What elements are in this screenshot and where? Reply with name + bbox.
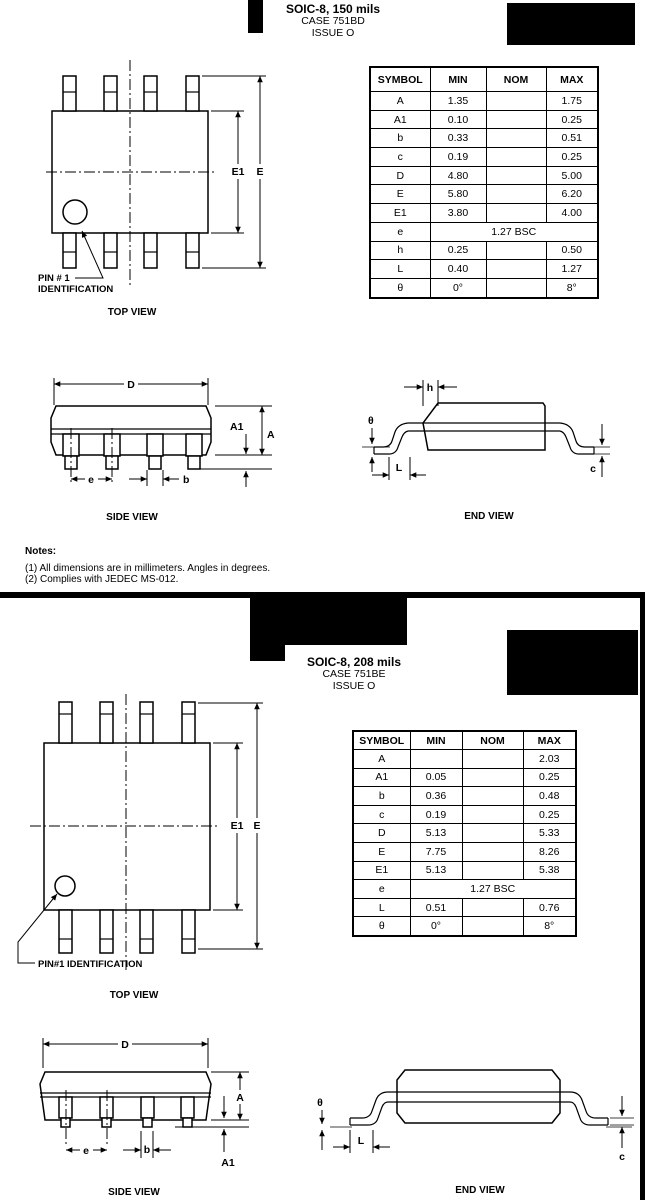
sec1-side-view bbox=[40, 378, 285, 526]
sec2-side-view bbox=[25, 1038, 260, 1198]
issue-number: ISSUE O bbox=[311, 26, 355, 39]
cell-max: 5.38 bbox=[523, 861, 576, 880]
cell-nom bbox=[486, 278, 546, 297]
cell-min: 0.36 bbox=[410, 787, 462, 806]
pin1-id-circle bbox=[55, 876, 75, 896]
table-row bbox=[370, 241, 598, 260]
redacted-box-top bbox=[250, 598, 407, 645]
dim-E1 bbox=[213, 743, 248, 910]
table-row bbox=[370, 166, 598, 185]
cell-symbol: h bbox=[370, 241, 430, 260]
cell-max: 8° bbox=[523, 917, 576, 936]
dim-c bbox=[610, 1096, 634, 1163]
cell-max: 4.00 bbox=[546, 204, 598, 223]
left-lead bbox=[330, 1092, 388, 1127]
cell-nom bbox=[462, 917, 523, 936]
pin bbox=[140, 702, 153, 743]
cell-min: 5.80 bbox=[430, 185, 486, 204]
cell-nom bbox=[486, 241, 546, 260]
cell-min: 0.19 bbox=[410, 805, 462, 824]
right-lead bbox=[570, 1092, 632, 1127]
table-row bbox=[353, 917, 576, 936]
dim-A-label: A bbox=[236, 1092, 244, 1104]
col-max: MAX bbox=[523, 731, 576, 750]
dim-D-label: D bbox=[127, 379, 135, 391]
cell-nom bbox=[462, 842, 523, 861]
cell-symbol: θ bbox=[370, 278, 430, 297]
dim-A bbox=[211, 1072, 249, 1120]
cell-nom bbox=[462, 805, 523, 824]
lead bbox=[141, 1097, 154, 1118]
bottom-pins bbox=[63, 233, 199, 268]
view-label-side: SIDE VIEW bbox=[106, 512, 158, 523]
col-symbol: SYMBOL bbox=[353, 731, 410, 750]
dim-D-label: D bbox=[121, 1039, 129, 1051]
sec1-top-view bbox=[30, 58, 270, 324]
dim-h bbox=[404, 380, 457, 406]
dim-L bbox=[372, 457, 426, 480]
view-label-end: END VIEW bbox=[455, 1185, 505, 1196]
dim-D bbox=[54, 378, 208, 405]
cell-span: 1.27 BSC bbox=[430, 222, 598, 241]
table-row bbox=[353, 787, 576, 806]
cell-max: 0.76 bbox=[523, 898, 576, 917]
cell-symbol: E bbox=[353, 842, 410, 861]
pin bbox=[63, 76, 76, 111]
sec2-title-block bbox=[254, 656, 454, 692]
sec1-dim-table bbox=[369, 66, 599, 299]
pin bbox=[186, 76, 199, 111]
package-title: SOIC-8, 208 mils bbox=[306, 655, 402, 669]
dim-E1-label: E1 bbox=[230, 820, 244, 832]
dim-theta bbox=[362, 415, 390, 472]
pin bbox=[144, 76, 157, 111]
cell-symbol: L bbox=[353, 898, 410, 917]
table-row bbox=[353, 880, 576, 899]
cell-nom bbox=[486, 204, 546, 223]
redacted-box-right2 bbox=[507, 630, 638, 695]
cell-max: 1.27 bbox=[546, 260, 598, 279]
cell-max: 8° bbox=[546, 278, 598, 297]
table-row bbox=[353, 898, 576, 917]
cell-min bbox=[410, 750, 462, 769]
lead bbox=[181, 1097, 194, 1118]
lead-foot bbox=[183, 1118, 192, 1127]
dim-L-label: L bbox=[357, 1135, 365, 1147]
top-pins bbox=[59, 702, 195, 743]
cell-symbol: θ bbox=[353, 917, 410, 936]
cell-nom bbox=[462, 824, 523, 843]
col-max: MAX bbox=[546, 67, 598, 92]
lead-foot bbox=[188, 456, 200, 469]
cell-nom bbox=[462, 861, 523, 880]
dim-c-label: c bbox=[590, 463, 596, 475]
table-row bbox=[370, 110, 598, 129]
cell-min: 0.25 bbox=[430, 241, 486, 260]
cell-min: 0° bbox=[410, 917, 462, 936]
pin1-label-line1: PIN # 1 bbox=[38, 273, 70, 284]
table-row bbox=[370, 185, 598, 204]
cell-nom bbox=[486, 110, 546, 129]
dim-b bbox=[123, 1131, 171, 1158]
table-row bbox=[353, 824, 576, 843]
table-row bbox=[370, 260, 598, 279]
cell-symbol: E1 bbox=[353, 861, 410, 880]
cell-symbol: b bbox=[370, 129, 430, 148]
pin1-label-line2: IDENTIFICATION bbox=[38, 284, 114, 295]
table-row bbox=[370, 204, 598, 223]
sec1-title-block bbox=[233, 3, 433, 39]
cell-symbol: b bbox=[353, 787, 410, 806]
table-row bbox=[353, 861, 576, 880]
package-body bbox=[397, 1070, 560, 1123]
dim-e bbox=[71, 472, 112, 486]
pin1-label: PIN#1 IDENTIFICATION bbox=[38, 959, 143, 970]
dim-D bbox=[43, 1038, 208, 1068]
cell-symbol: L bbox=[370, 260, 430, 279]
cell-symbol: e bbox=[370, 222, 430, 241]
dim-e bbox=[66, 1143, 107, 1157]
lead-foot bbox=[143, 1118, 152, 1127]
table-row bbox=[370, 129, 598, 148]
lead bbox=[186, 434, 202, 456]
cell-nom bbox=[486, 129, 546, 148]
col-nom: NOM bbox=[462, 731, 523, 750]
cell-max: 0.25 bbox=[546, 148, 598, 167]
notes-block bbox=[25, 546, 425, 586]
cell-max: 5.00 bbox=[546, 166, 598, 185]
pin bbox=[63, 233, 76, 268]
sec2-end-view bbox=[300, 1058, 645, 1200]
cell-min: 1.35 bbox=[430, 92, 486, 111]
lead bbox=[147, 434, 163, 456]
note-item: (2) Complies with JEDEC MS-012. bbox=[25, 574, 179, 585]
table-row bbox=[353, 842, 576, 861]
cell-nom bbox=[462, 750, 523, 769]
cell-max: 2.03 bbox=[523, 750, 576, 769]
pin bbox=[144, 233, 157, 268]
cell-max: 0.25 bbox=[546, 110, 598, 129]
right-lead bbox=[560, 423, 594, 454]
cell-min: 7.75 bbox=[410, 842, 462, 861]
dim-e-label: e bbox=[88, 474, 94, 486]
view-label-top: TOP VIEW bbox=[107, 307, 157, 318]
left-lead bbox=[374, 423, 408, 454]
dim-A-label: A bbox=[267, 429, 275, 441]
view-label-top: TOP VIEW bbox=[109, 990, 159, 1001]
cell-nom bbox=[486, 185, 546, 204]
cell-min: 0° bbox=[430, 278, 486, 297]
package-body bbox=[423, 403, 545, 450]
dim-E-label: E bbox=[253, 820, 261, 832]
pin bbox=[104, 233, 117, 268]
cell-nom bbox=[462, 768, 523, 787]
top-pins bbox=[63, 76, 199, 111]
cell-symbol: D bbox=[353, 824, 410, 843]
dim-L-label: L bbox=[395, 462, 403, 474]
cell-min: 0.19 bbox=[430, 148, 486, 167]
table-row bbox=[370, 148, 598, 167]
pin1-id-circle bbox=[63, 200, 87, 224]
cell-max: 8.26 bbox=[523, 842, 576, 861]
case-number: CASE 751BD bbox=[301, 15, 365, 27]
cell-max: 0.25 bbox=[523, 768, 576, 787]
table-row bbox=[370, 278, 598, 297]
cell-symbol: E bbox=[370, 185, 430, 204]
dim-h-label: h bbox=[426, 382, 434, 394]
pin1-leader-line bbox=[75, 231, 103, 278]
redacted-box-right bbox=[507, 3, 635, 45]
bottom-pins bbox=[59, 910, 195, 953]
cell-max: 0.50 bbox=[546, 241, 598, 260]
cell-min: 0.33 bbox=[430, 129, 486, 148]
cell-min: 4.80 bbox=[430, 166, 486, 185]
table-row bbox=[353, 750, 576, 769]
dim-c bbox=[586, 424, 610, 477]
sec2-top-view bbox=[10, 690, 280, 1005]
dim-theta-label: θ bbox=[368, 415, 374, 427]
dim-E1 bbox=[211, 111, 249, 233]
pin bbox=[100, 702, 113, 743]
view-label-side: SIDE VIEW bbox=[108, 1187, 160, 1198]
cell-max: 1.75 bbox=[546, 92, 598, 111]
cell-min: 0.40 bbox=[430, 260, 486, 279]
col-nom: NOM bbox=[486, 67, 546, 92]
sec1-end-view bbox=[362, 378, 614, 526]
pin bbox=[59, 702, 72, 743]
table-row bbox=[353, 805, 576, 824]
notes-heading: Notes: bbox=[25, 546, 57, 557]
table-row bbox=[370, 222, 598, 241]
cell-symbol: A bbox=[353, 750, 410, 769]
cell-min: 0.10 bbox=[430, 110, 486, 129]
cell-symbol: A1 bbox=[370, 110, 430, 129]
dim-E1-label: E1 bbox=[231, 166, 245, 178]
pin bbox=[59, 910, 72, 953]
cell-min: 5.13 bbox=[410, 824, 462, 843]
dim-A1-label: A1 bbox=[230, 421, 244, 433]
dim-b-label: b bbox=[143, 1144, 151, 1156]
package-title: SOIC-8, 150 mils bbox=[285, 2, 381, 16]
dim-b bbox=[129, 470, 189, 486]
table-header-row bbox=[353, 731, 576, 750]
cell-symbol: D bbox=[370, 166, 430, 185]
dim-E-label: E bbox=[256, 166, 264, 178]
pin bbox=[182, 702, 195, 743]
cell-max: 6.20 bbox=[546, 185, 598, 204]
col-min: MIN bbox=[410, 731, 462, 750]
dim-A bbox=[215, 406, 275, 455]
dim-L bbox=[333, 1130, 390, 1153]
cell-nom bbox=[486, 260, 546, 279]
dim-b-label: b bbox=[183, 474, 190, 486]
case-number: CASE 751BE bbox=[322, 668, 386, 680]
table-row bbox=[370, 92, 598, 111]
cell-span: 1.27 BSC bbox=[410, 880, 576, 899]
pin bbox=[182, 910, 195, 953]
cell-nom bbox=[486, 148, 546, 167]
sec2-dim-table bbox=[352, 730, 577, 937]
cell-nom bbox=[486, 166, 546, 185]
cell-nom bbox=[462, 898, 523, 917]
cell-symbol: c bbox=[353, 805, 410, 824]
cell-min: 0.05 bbox=[410, 768, 462, 787]
lead-foot bbox=[149, 456, 161, 469]
cell-max: 0.51 bbox=[546, 129, 598, 148]
dim-theta bbox=[317, 1097, 323, 1150]
issue-number: ISSUE O bbox=[332, 679, 376, 692]
dim-e-label: e bbox=[83, 1145, 89, 1157]
cell-symbol: A bbox=[370, 92, 430, 111]
col-min: MIN bbox=[430, 67, 486, 92]
cell-min: 0.51 bbox=[410, 898, 462, 917]
cell-symbol: A1 bbox=[353, 768, 410, 787]
dim-A1-label: A1 bbox=[221, 1157, 235, 1169]
cell-max: 0.25 bbox=[523, 805, 576, 824]
cell-min: 3.80 bbox=[430, 204, 486, 223]
cell-symbol: E1 bbox=[370, 204, 430, 223]
cell-nom bbox=[462, 787, 523, 806]
pin bbox=[140, 910, 153, 953]
cell-min: 5.13 bbox=[410, 861, 462, 880]
col-symbol: SYMBOL bbox=[370, 67, 430, 92]
note-item: (1) All dimensions are in millimeters. Angles in degrees. bbox=[25, 562, 271, 574]
pin bbox=[104, 76, 117, 111]
cell-symbol: e bbox=[353, 880, 410, 899]
cell-symbol: c bbox=[370, 148, 430, 167]
pin bbox=[100, 910, 113, 953]
cell-max: 0.48 bbox=[523, 787, 576, 806]
table-header-row bbox=[370, 67, 598, 92]
dim-c-label: c bbox=[619, 1151, 625, 1163]
dim-theta-label: θ bbox=[317, 1097, 323, 1109]
pin bbox=[186, 233, 199, 268]
cell-nom bbox=[486, 92, 546, 111]
cell-max: 5.33 bbox=[523, 824, 576, 843]
view-label-end: END VIEW bbox=[464, 511, 514, 522]
table-row bbox=[353, 768, 576, 787]
